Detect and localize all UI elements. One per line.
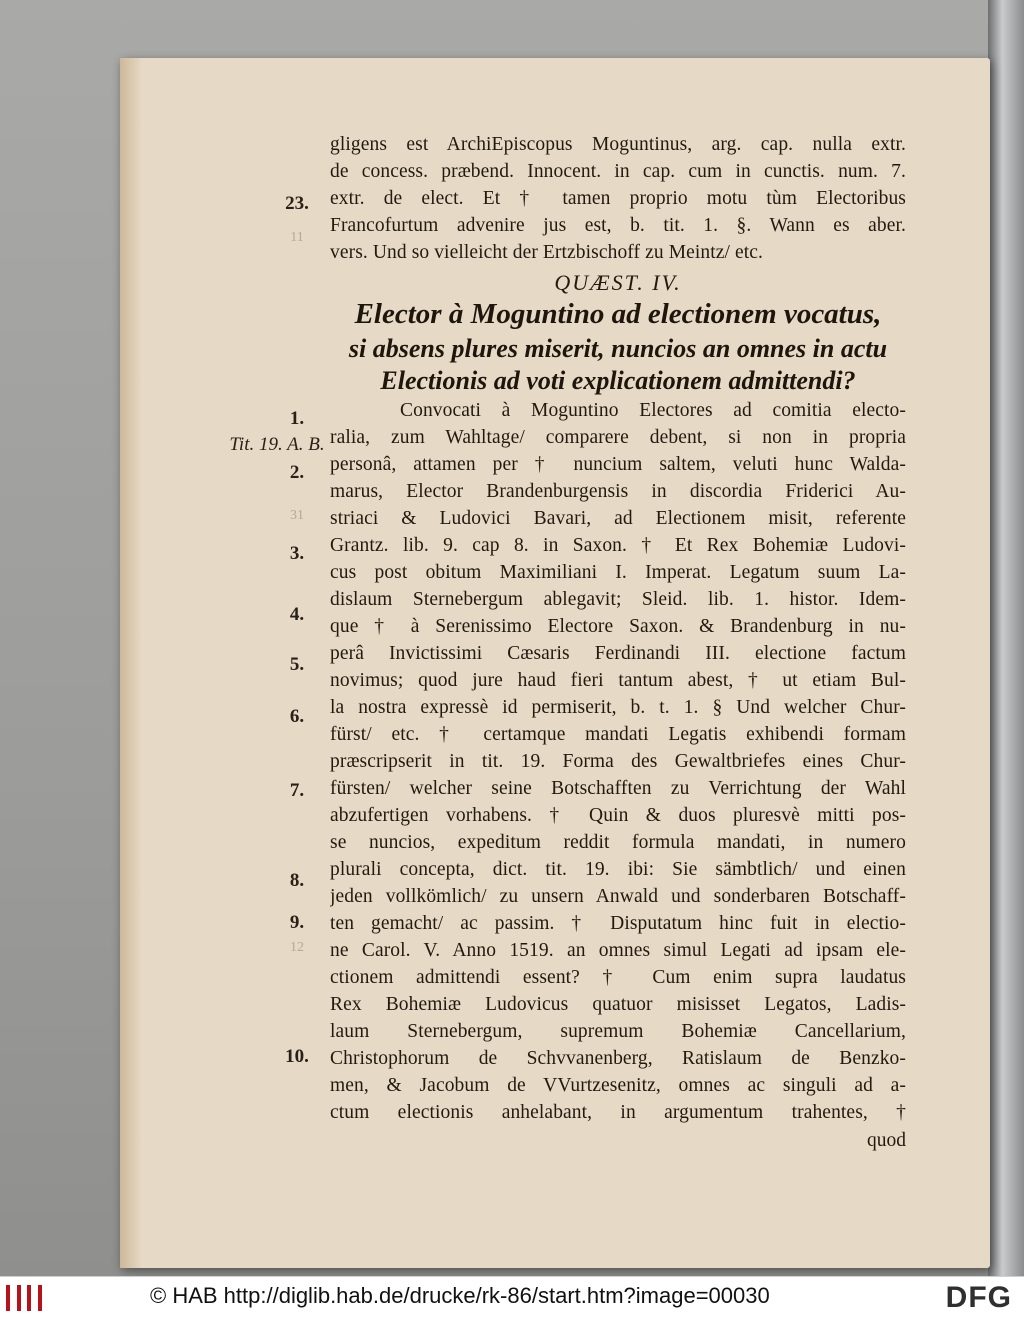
text-line: ralia, zum Wahltage/ comparere debent, si non in propria bbox=[330, 427, 906, 448]
margin-note-9: 9. bbox=[289, 912, 305, 933]
text-line: præscripserit in tit. 19. Forma des Gewaltbriefes eines Chur- bbox=[330, 751, 906, 772]
question-heading-line: si absens plures miserit, nuncios an omnes in actu bbox=[348, 334, 888, 363]
text-line: ne Carol. V. Anno 1519. an omnes simul Legati ad ipsam ele- bbox=[330, 940, 906, 961]
text-line: marus, Elector Brandenburgensis in discordia Friderici Au- bbox=[330, 481, 906, 502]
dfg-logo: DFG bbox=[945, 1281, 1012, 1314]
text-line: Grantz. lib. 9. cap 8. in Saxon. † Et Rex Bohemiæ Ludovi- bbox=[330, 535, 906, 556]
viewer-footer bbox=[0, 1276, 1024, 1317]
hab-logo-icon bbox=[6, 1285, 42, 1311]
copyright-url[interactable]: © HAB http://diglib.hab.de/drucke/rk-86/start.htm?image=00030 bbox=[150, 1283, 770, 1308]
margin-note-2: 2. bbox=[289, 462, 305, 483]
text-line: laum Sternebergum, supremum Bohemiæ Cancellarium, bbox=[330, 1021, 906, 1042]
text-line: gligens est ArchiEpiscopus Moguntinus, arg. cap. nulla extr. bbox=[330, 134, 906, 155]
text-line: ctionem admittendi essent? † Cum enim supra laudatus bbox=[330, 967, 906, 988]
margin-note-10: 10. bbox=[285, 1046, 309, 1067]
text-line: que † à Serenissimo Electore Saxon. & Brandenburg in nu- bbox=[330, 616, 906, 637]
bleed-through-note: 11 bbox=[290, 230, 304, 245]
text-line: Francofurtum advenire jus est, b. tit. 1. §. Wann es aber. bbox=[330, 215, 906, 236]
text-line: Rex Bohemiæ Ludovicus quatuor misisset Legatos, Ladis- bbox=[330, 994, 906, 1015]
margin-note-8: 8. bbox=[289, 870, 305, 891]
text-line: fürst/ etc. † certamque mandati Legatis exhibendi formam bbox=[330, 724, 906, 745]
text-line: men, & Jacobum de VVurtzesenitz, omnes ac singuli ad a- bbox=[330, 1075, 906, 1096]
text-line: jeden vollkömlich/ zu unsern Anwald und sonderbaren Botschaff- bbox=[330, 886, 906, 907]
bleed-through-note: 12 bbox=[290, 940, 304, 955]
margin-note-1: 1. bbox=[289, 408, 305, 429]
text-line: striaci & Ludovici Bavari, ad Electionem misit, referente bbox=[330, 508, 906, 529]
text-line: la nostra expressè id permiserit, b. t. 1. § Und welcher Chur- bbox=[330, 697, 906, 718]
bleed-through-note: 31 bbox=[290, 508, 304, 523]
text-line: personâ, attamen per † nuncium saltem, veluti hunc Walda- bbox=[330, 454, 906, 475]
text-line: se nuncios, expeditum reddit formula mandati, in numero bbox=[330, 832, 906, 853]
text-line: vers. Und so vielleicht der Ertzbischoff zu Meintz/ etc. bbox=[330, 242, 764, 263]
text-line: novimus; quod jure haud fieri tantum abest, † ut etiam Bul- bbox=[330, 670, 906, 691]
text-line: Christophorum de Schvvanenberg, Ratislaum de Benzko- bbox=[330, 1048, 906, 1069]
question-heading-line: Electionis ad voti explicationem admittendi? bbox=[380, 366, 856, 395]
text-line: abzufertigen vorhabens. † Quin & duos pluresvè mitti pos- bbox=[330, 805, 906, 826]
margin-note-7: 7. bbox=[289, 780, 305, 801]
question-number: QUÆST. IV. bbox=[554, 270, 682, 295]
text-line: dislaum Sternebergum ablegavit; Sleid. lib. 1. histor. Idem- bbox=[330, 589, 906, 610]
text-line: Convocati à Moguntino Electores ad comitia electo- bbox=[400, 400, 906, 421]
text-line: perâ Invictissimi Cæsaris Ferdinandi III. electione factum bbox=[330, 643, 906, 664]
text-line: de concess. præbend. Innocent. in cap. cum in cunctis. num. 7. bbox=[330, 161, 906, 182]
margin-note-4: 4. bbox=[289, 604, 305, 625]
text-line: fürsten/ welcher seine Botschafften zu Verrichtung der Wahl bbox=[330, 778, 906, 799]
margin-note-3: 3. bbox=[289, 543, 305, 564]
text-line: ten gemacht/ ac passim. † Disputatum hinc fuit in electio- bbox=[330, 913, 906, 934]
margin-note-23: 23. bbox=[285, 193, 309, 214]
catchword: quod bbox=[867, 1130, 906, 1151]
question-heading-line: Elector à Moguntino ad electionem vocatus, bbox=[354, 298, 882, 330]
margin-note-5: 5. bbox=[289, 654, 305, 675]
text-line: extr. de elect. Et † tamen proprio motu tùm Electoribus bbox=[330, 188, 906, 209]
margin-note-6: 6. bbox=[289, 706, 305, 727]
book-edge bbox=[988, 0, 1024, 1276]
text-line: plurali concepta, dict. tit. 19. ibi: Sie sämbtlich/ und einen bbox=[330, 859, 906, 880]
text-line: ctum electionis anhelabant, in argumentum trahentes, † bbox=[330, 1102, 906, 1123]
margin-note-title-ref: Tit. 19. A. B. bbox=[229, 434, 325, 455]
text-line: cus post obitum Maximiliani I. Imperat. Legatum suum La- bbox=[330, 562, 906, 583]
